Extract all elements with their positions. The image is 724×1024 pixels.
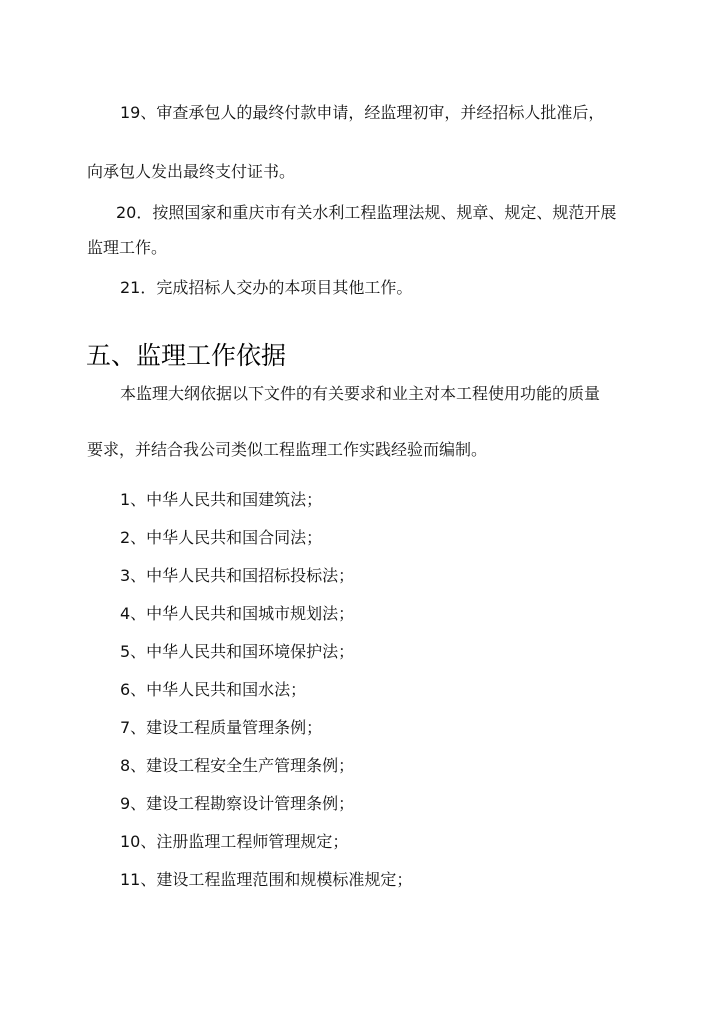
item-20-line-2: 监理工作。 [87, 238, 168, 257]
list-item: 2、中华人民共和国合同法； [120, 528, 323, 547]
item-21: 21．完成招标人交办的本项目其他工作。 [120, 278, 413, 297]
list-item: 7、建设工程质量管理条例； [120, 718, 323, 737]
list-item: 6、中华人民共和国水法； [120, 680, 307, 699]
section-intro-line-1: 本监理大纲依据以下文件的有关要求和业主对本工程使用功能的质量 [120, 384, 601, 403]
list-item: 3、中华人民共和国招标投标法； [120, 566, 355, 585]
list-item: 10、注册监理工程师管理规定； [120, 832, 349, 851]
list-item: 9、建设工程勘察设计管理条例； [120, 794, 355, 813]
list-item: 5、中华人民共和国环境保护法； [120, 642, 355, 661]
item-20-line-1: 20．按照国家和重庆市有关水利工程监理法规、规章、规定、规范开展 [116, 203, 617, 222]
list-item: 11、建设工程监理范围和规模标准规定； [120, 870, 413, 889]
section-heading: 五、监理工作依据 [86, 341, 287, 370]
list-item: 4、中华人民共和国城市规划法； [120, 604, 355, 623]
section-intro-line-2: 要求，并结合我公司类似工程监理工作实践经验而编制。 [87, 440, 488, 459]
item-19-line-2: 向承包人发出最终支付证书。 [87, 162, 296, 181]
list-item: 8、建设工程安全生产管理条例； [120, 756, 355, 775]
item-19-line-1: 19、审查承包人的最终付款申请，经监理初审，并经招标人批准后， [120, 103, 605, 122]
list-item: 1、中华人民共和国建筑法； [120, 490, 323, 509]
